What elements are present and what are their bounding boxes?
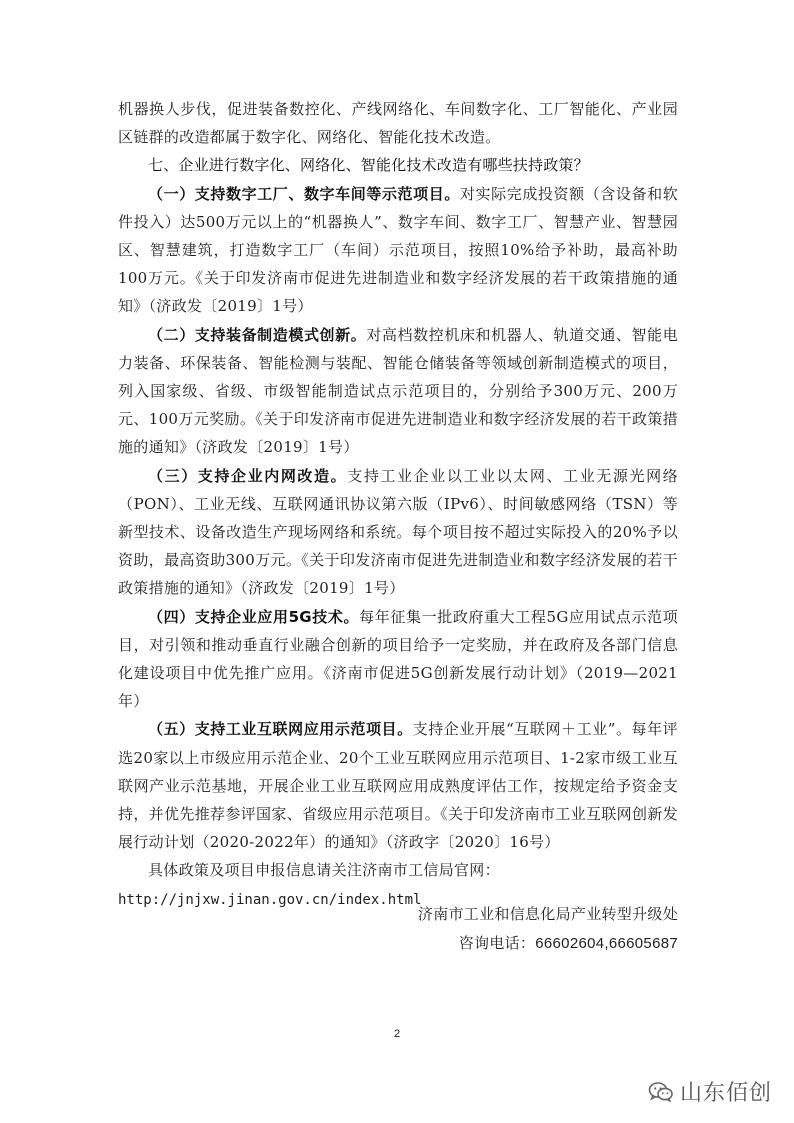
signature-block	[418, 900, 678, 958]
watermark	[648, 1076, 772, 1107]
policy-paragraph-2	[118, 321, 678, 462]
document-body	[118, 95, 678, 914]
page-number: 2	[393, 1028, 401, 1040]
policy-paragraph-1	[118, 180, 678, 321]
wechat-official-account-icon	[648, 1081, 674, 1103]
policy-paragraph-4	[118, 603, 678, 716]
signature-organization: 济南市工业和信息化局产业转型升级处	[417, 905, 678, 923]
policy-title-1: （一）支持数字工厂、数字车间等示范项目。	[148, 184, 460, 203]
phone-numbers: 66602604,66605687	[535, 935, 678, 952]
policy-title-3: （三）支持企业内网改造。	[148, 466, 348, 485]
section-heading: 七、企业进行数字化、网络化、智能化技术改造有哪些扶持政策？	[148, 156, 589, 175]
policy-body-1: 对实际完成投资额（含设备和软件投入）达500万元以上的“机器换人”、数字车间、数字工厂、智慧产业、智慧园区、智慧建筑，打造数字工厂（车间）示范项目，按照10%给予补助，最高补助100万元。《关于印发济南市促进先进制造业和数字经济发展的若干政策措施的通知》（济政发〔2019〕1号）	[118, 184, 678, 316]
intro-paragraph: 机器换人步伐，促进装备数控化、产线网络化、车间数字化、工厂智能化、产业园区链群的改造都属于数字化、网络化、智能化技术改造。	[118, 100, 678, 147]
official-website-link[interactable]: http://jnjxw.jinan.gov.cn/index.html	[118, 891, 422, 908]
closing-paragraph	[118, 856, 678, 884]
policy-body-5: 支持企业开展“互联网＋工业”。每年评选20家以上市级应用示范企业、20个工业互联网应用示范项目、1-2家市级工业互联网产业示范基地，开展企业工业互联网应用成熟度评估工作，按规定给予资金支持，并优先推荐参评国家、省级应用示范项目。《关于印发济南市工业互联网创新发展行动计划（2020-2022年）的通知》（济政字〔2020〕16号）	[118, 720, 678, 852]
policy-title-5: （五）支持工业互联网应用示范项目。	[148, 720, 413, 739]
policy-paragraph-3	[118, 462, 678, 603]
signature-phone	[418, 929, 678, 958]
policy-body-3: 支持工业企业以工业以太网、工业无源光网络（PON）、工业无线、互联网通讯协议第六版（IPv6）、时间敏感网络（TSN）等新型技术、设备改造生产现场网络和系统。每个项目按不超过实际投入的20%予以资助，最高资助300万元。《关于印发济南市促进先进制造业和数字经济发展的若干政策措施的通知》（济政发〔2019〕1号）	[118, 466, 678, 598]
policy-title-4: （四）支持企业应用5G技术。	[148, 607, 360, 626]
policy-paragraph-5	[118, 715, 678, 856]
phone-label: 咨询电话：	[458, 934, 536, 952]
closing-text: 具体政策及项目申报信息请关注济南市工信局官网：	[148, 861, 500, 880]
watermark-text: 山东佰创	[679, 1081, 772, 1106]
policy-body-2: 对高档数控机床和机器人、轨道交通、智能电力装备、环保装备、智能检测与装配、智能仓储装备等领域创新制造模式的项目，列入国家级、省级、市级智能制造试点示范项目的，分别给予300万元、200万元、100万元奖励。《关于印发济南市促进先进制造业和数字经济发展的若干政策措施的通知》（济政发〔2019〕1号）	[118, 325, 678, 457]
policy-body-4: 每年征集一批政府重大工程5G应用试点示范项目，对引领和推动垂直行业融合创新的项目给予一定奖励，并在政府及各部门信息化建设项目中优先推广应用。《济南市促进5G创新发展行动计划》（2019—2021年）	[118, 607, 679, 711]
policy-title-2: （二）支持装备制造模式创新。	[148, 325, 367, 344]
